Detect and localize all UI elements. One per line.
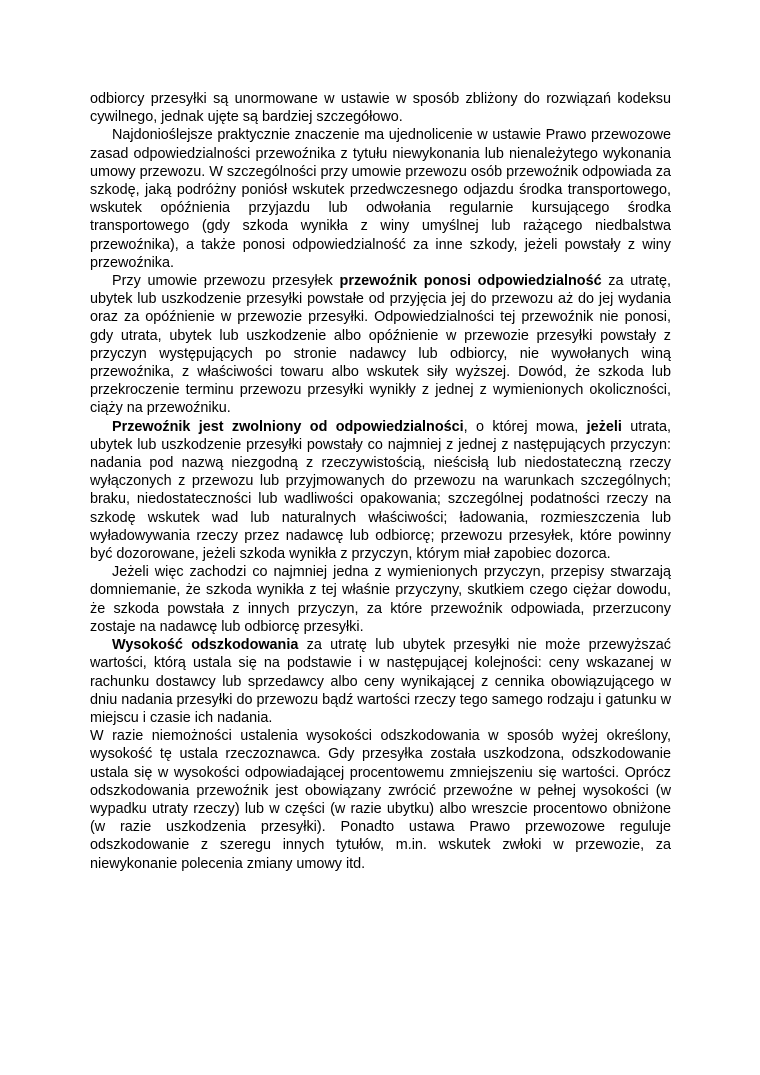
paragraph-4-bold-phrase: Przewoźnik jest zwolniony od odpowiedzialności	[112, 418, 464, 435]
paragraph-3-text-after: za utratę, ubytek lub uszkodzenie przesyłki powstałe od przyjęcia jej do przewozu aż do jej wydania oraz za opóźnienie w przewozie przesyłki. Odpowiedzialności tej przewoźnik nie ponosi, gdy utrata, ubytek lub uszkodzenie albo opóźnienie w przewozie przesyłki powstały z przyczyn występujących po stronie nadawcy lub odbiorcy, nie wywołanych winą przewoźnika, z właściwości towaru albo wskutek siły wyższej. Dowód, że szkoda lub przekroczenie terminu przewozu przesyłki wynikły z jednej z wymienionych okoliczności, ciąży na przewoźniku.	[90, 273, 672, 417]
paragraph-5: Jeżeli więc zachodzi co najmniej jedna z wymienionych przyczyn, przepisy stwarzają domniemanie, że szkoda wynikła z tej właśnie przyczyny, skutkiem czego ciężar dowodu, że szkoda powstała z innych przyczyn, za które przewoźnik odpowiada, przerzucony zostaje na nadawcę lub odbiorcę przesyłki.	[90, 564, 671, 635]
paragraph-2: Najdonioślejsze praktycznie znaczenie ma ujednolicenie w ustawie Prawo przewozowe zasad odpowiedzialności przewoźnika z tytułu niewykonania lub nienależytego wykonania umowy przewozu. W szczególności przy umowie przewozu osób przewoźnik odpowiada za szkodę, jaką podróżny poniósł wskutek przedwczesnego odjazdu środka transportowego, wskutek opóźnienia przyjazdu lub odwołania regularnie kursującego środka transportowego (gdy szkoda wynikła z winy umyślnej lub rażącego niedbalstwa przewoźnika), a także ponosi odpowiedzialność za inne szkody, jeżeli powstały z winy przewoźnika.	[90, 127, 671, 271]
paragraph-1: odbiorcy przesyłki są unormowane w ustawie w sposób zbliżony do rozwiązań kodeksu cywilnego, jednak ujęte są bardziej szczegółowo.	[90, 91, 671, 126]
document-page	[90, 90, 671, 873]
paragraph-4	[90, 418, 671, 564]
paragraph-6-bold-phrase: Wysokość odszkodowania	[112, 637, 299, 654]
paragraph-4-text-after: utrata, ubytek lub uszkodzenie przesyłki powstały co najmniej z jednej z następujących przyczyn: nadania pod nazwą niezgodną z rzeczywistością, nieścisłą lub niedostateczną rzeczy wyłączonych z przewozu lub przyjmowanych do przewozu na warunkach szczególnych; braku, niedostateczności lub wadliwości opakowania; szczególnej podatności rzeczy na szkodę wskutek wad lub naturalnych właściwości; ładowania, rozmieszczenia lub wyładowywania rzeczy przez nadawcę lub odbiorcę; przewozu przesyłek, które powinny być dozorowane, jeżeli szkoda wynikła z przyczyn, którym miał zapobiec dozorca.	[90, 418, 671, 563]
paragraph-4-text-middle: , o której mowa,	[463, 418, 587, 435]
paragraph-3-bold-phrase: przewoźnik ponosi odpowiedzialność	[339, 273, 602, 290]
paragraph-6-text-after: za utratę lub ubytek przesyłki nie może przewyższać wartości, którą ustala się na podstawie i w następującej kolejności: ceny wskazanej w rachunku dostawcy lub sprzedawcy albo ceny wynikającej z cennika obowiązującego w dniu nadania przesyłki do przewozu bądź wartości rzeczy tego samego rodzaju i gatunku w miejscu i czasie ich nadania.	[90, 637, 671, 726]
paragraph-4-bold-phrase-2: jeżeli	[586, 418, 622, 435]
paragraph-3	[90, 272, 671, 418]
paragraph-7: W razie niemożności ustalenia wysokości odszkodowania w sposób wyżej określony, wysokość tę ustala rzeczoznawca. Gdy przesyłka została uszkodzona, odszkodowanie ustala się w wysokości odpowiadającej procentowemu zmniejszeniu się wartości. Oprócz odszkodowania przewoźnik jest obowiązany zwrócić przewoźne w pełnej wysokości (w wypadku utraty rzeczy) lub w części (w razie ubytku) albo wreszcie procentowo obniżone (w razie uszkodzenia przesyłki). Ponadto ustawa Prawo przewozowe reguluje odszkodowanie z szeregu innych tytułów, m.in. wskutek zwłoki w przewozie, za niewykonanie polecenia zmiany umowy itd.	[90, 728, 671, 872]
paragraph-3-text-before: Przy umowie przewozu przesyłek	[112, 273, 340, 290]
paragraph-6	[90, 636, 671, 727]
